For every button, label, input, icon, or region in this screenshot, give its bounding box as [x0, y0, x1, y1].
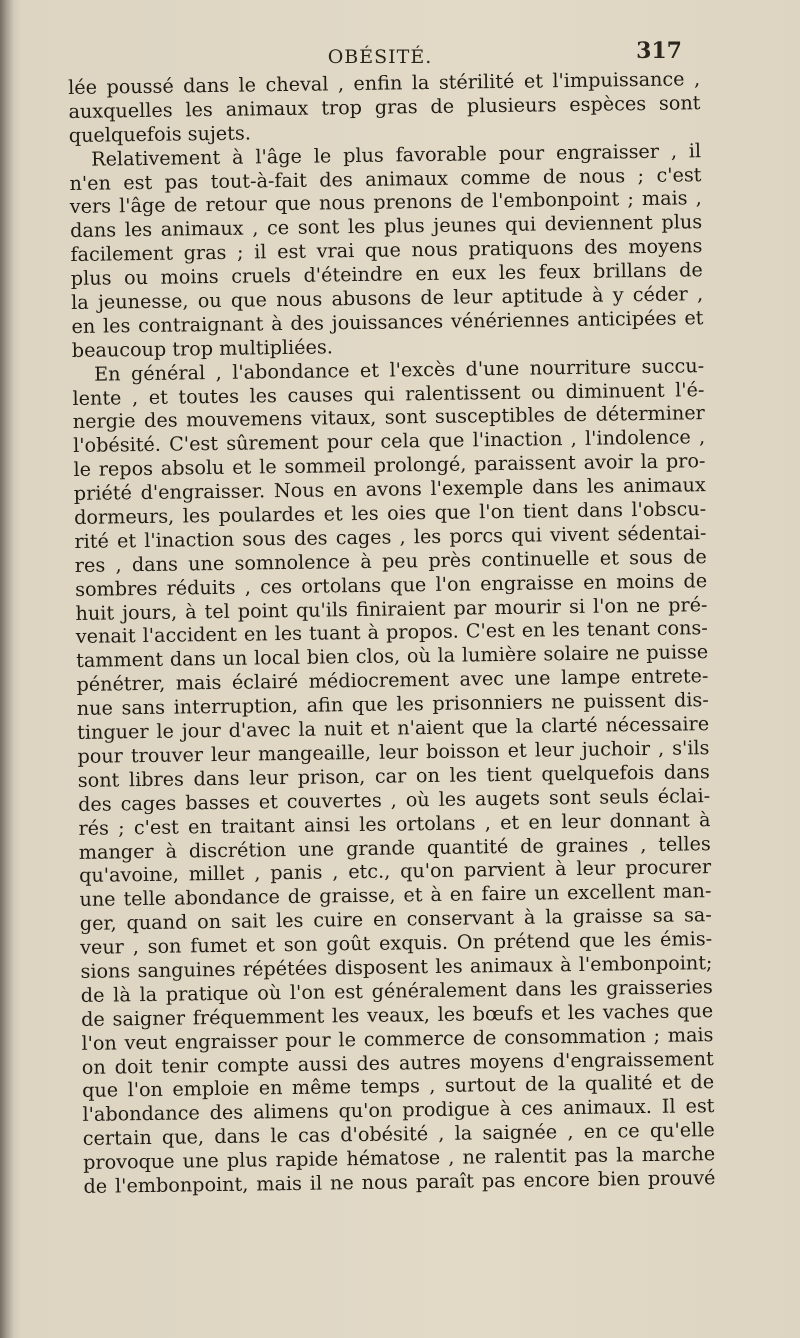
text-line: sombres réduits , ces ortolans que l'on engraisse en moins de [75, 568, 708, 601]
text-line: la jeunesse, ou que nous abusons de leur aptitude à y céder , [71, 282, 704, 314]
text-line: lée poussé dans le cheval , enfin la stérilité et l'impuissance , [68, 67, 701, 99]
text-line: plus ou moins cruels d'éteindre en eux les feux brillans de [70, 258, 703, 291]
text-line: tinguer le jour d'avec la nuit et n'aient que la clarté nécessaire [77, 712, 710, 744]
text-line: de là la pratique où l'on est généralement dans les graisseries [80, 974, 713, 1007]
text-line: facilement gras ; il est vrai que nous pratiquons des moyens [70, 234, 703, 267]
text-line: l'on veut engraisser pour le commerce de consommation ; mais [81, 1022, 714, 1055]
text-line: vers l'âge de retour que nous prenons de l'embonpoint ; mais , [69, 186, 702, 219]
text-line: veur , son fumet et son goût exquis. On prétend que les émis- [80, 927, 713, 959]
text-line: sions sanguines répétées disposent les animaux à l'embonpoint; [80, 951, 713, 983]
text-line: res , dans une somnolence à peu près continuelle et sous de [74, 544, 707, 577]
text-line: dans les animaux , ce sont les plus jeunes qui deviennent plus [70, 210, 703, 243]
text-line: de l'embonpoint, mais il ne nous paraît pas encore bien prouvé [83, 1166, 716, 1198]
text-line: pénétrer, mais éclairé médiocrement avec une lampe entrete- [76, 664, 709, 697]
page-number: 317 [636, 38, 682, 64]
text-line: ger, quand on sait les cuire en conservant à la graisse sa sa- [79, 903, 712, 936]
text-line: quelquefois sujets. [68, 121, 252, 147]
text-line: Relativement à l'âge le plus favorable pour engraisser , il [90, 138, 702, 171]
text-line: nergie des mouvemens vitaux, sont susceptibles de déterminer [72, 401, 705, 434]
text-line: qu'avoine, millet , panis , etc., qu'on parvient à leur procurer [79, 855, 712, 888]
text-line: certain que, dans le cas d'obésité , la saignée , en ce qu'elle [82, 1118, 715, 1151]
text-line: provoque une plus rapide hématose , ne ralentit pas la marche [83, 1142, 716, 1174]
text-line: n'en est pas tout-à-fait des animaux comme de nous ; c'est [69, 162, 702, 195]
text-line: beaucoup trop multipliées. [71, 335, 334, 362]
text-line: le repos absolu et le sommeil prolongé, paraissent avoir la pro- [73, 449, 706, 482]
text-line: une telle abondance de graisse, et à en faire un excellent man- [79, 879, 712, 912]
text-line: dormeurs, les poulardes et les oies que l'on tient dans l'obscu- [74, 497, 707, 529]
text-line: rés ; c'est en traitant ainsi les ortolans , et en leur donnant à [78, 807, 711, 840]
text-line: nue sans interruption, afin que les prisonniers ne puissent dis- [76, 688, 709, 721]
text-line: sont libres dans leur prison, car on les tient quelquefois dans [77, 759, 710, 792]
text-line: lente , et toutes les causes qui ralentissent ou diminuent l'é- [72, 377, 705, 410]
text-line: des cages basses et couvertes , où les augets sont seuls éclai- [78, 783, 711, 816]
text-line: priété d'engraisser. Nous en avons l'exemple dans les animaux [73, 473, 706, 506]
body-text [68, 67, 716, 1199]
text-line: auxquelles les animaux trop gras de plusieurs espèces sont [68, 91, 701, 123]
text-line: rité et l'inaction sous des cages , les porcs qui vivent sédentai- [74, 521, 707, 553]
text-line: manger à discrétion une grande quantité de graines , telles [78, 831, 711, 864]
text-line: venait l'accident en les tuant à propos. C'est en les tenant cons- [75, 616, 708, 649]
text-line: tamment dans un local bien clos, où la lumière solaire ne puisse [76, 640, 709, 673]
text-line: pour trouver leur mangeaille, leur boisson et leur juchoir , s'ils [77, 736, 710, 768]
text-line: huit jours, à tel point qu'ils finiraient par mourir si l'on ne pré- [75, 592, 708, 625]
running-title: OBÉSITÉ. [327, 46, 433, 68]
text-line: de saigner fréquemment les veaux, les bœufs et les vaches que [81, 998, 714, 1031]
text-line: en les contraignant à des jouissances vénériennes anticipées et [71, 306, 704, 338]
text-line: l'obésité. C'est sûrement pour cela que l'inaction , l'indolence , [73, 425, 706, 458]
text-line: que l'on emploie en même temps , surtout de la qualité et de [82, 1070, 715, 1103]
text-line: En général , l'abondance et l'excès d'une nourriture succu- [94, 353, 705, 386]
text-line: l'abondance des alimens qu'on prodigue à ces animaux. Il est [82, 1094, 715, 1127]
text-line: on doit tenir compte aussi des autres moyens d'engraissement [81, 1046, 714, 1079]
